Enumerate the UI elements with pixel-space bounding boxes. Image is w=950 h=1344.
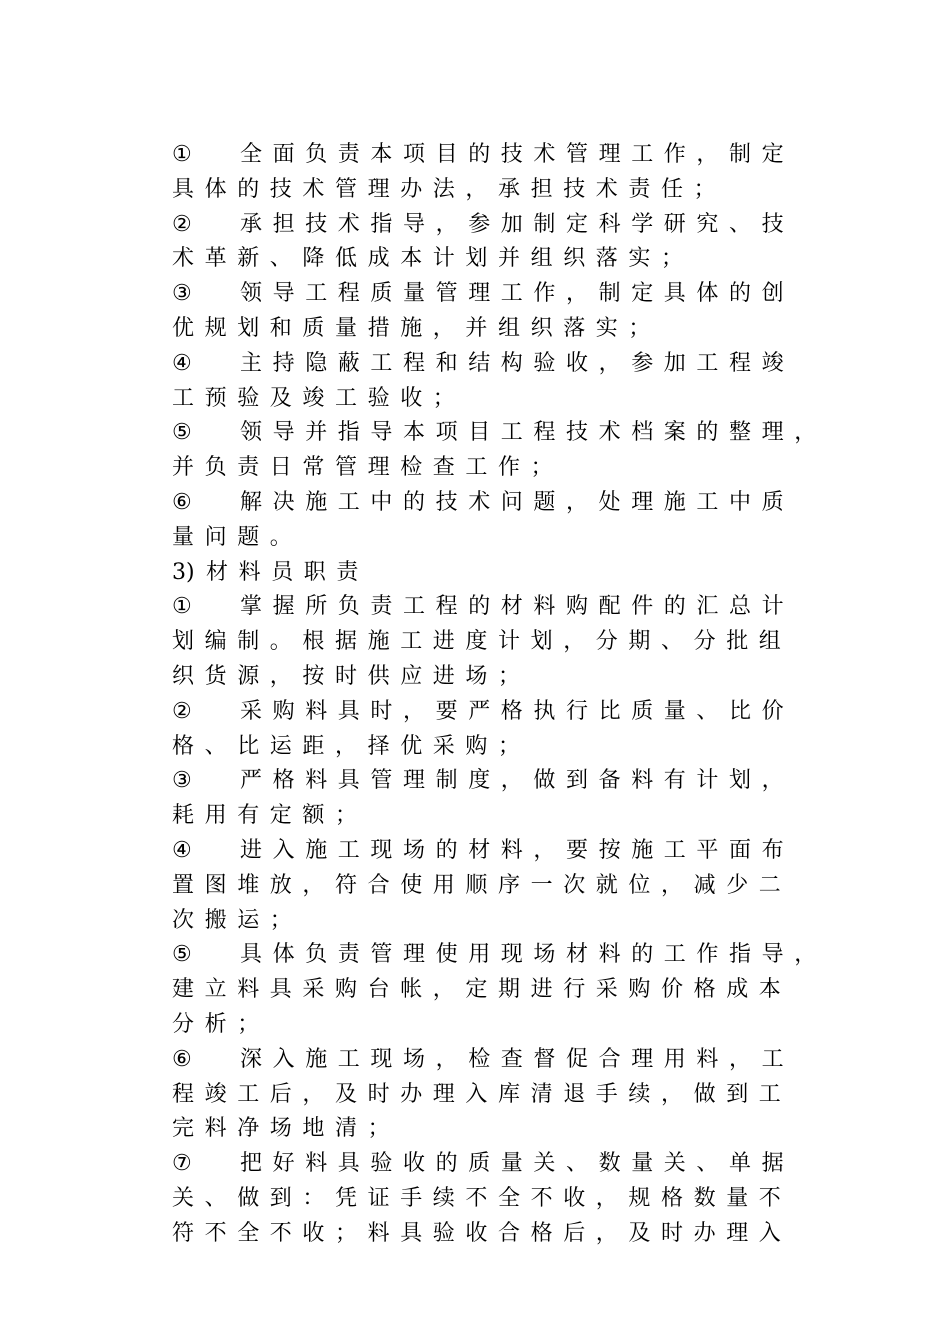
paragraph-text: 置图堆放，符合使用顺序一次就位，减少二 [172, 872, 792, 898]
paragraph-line [172, 1078, 837, 1113]
item-number: ① [172, 142, 192, 167]
document-body [172, 138, 837, 1252]
paragraph-text: 全面负责本项目的技术管理工作，制定 [240, 142, 795, 167]
paragraph-line [172, 1043, 837, 1078]
paragraph-text: 领导工程质量管理工作，制定具体的创 [240, 281, 795, 307]
section-heading-line [172, 556, 837, 591]
paragraph-text: 量问题。 [172, 524, 303, 550]
item-number: ③ [172, 768, 192, 794]
item-number: ① [172, 594, 192, 620]
item-number: ② [172, 211, 192, 237]
paragraph-text: 划编制。根据施工进度计划，分期、分批组 [172, 629, 792, 655]
paragraph-text: 次搬运； [172, 907, 303, 933]
paragraph-text: 工预验及竣工验收； [172, 385, 466, 411]
paragraph-text: 进入施工现场的材料，要按施工平面布 [240, 837, 795, 863]
paragraph-text: 具体负责管理使用现场材料的工作指导， [240, 942, 827, 968]
paragraph-line [172, 660, 837, 695]
section-number: 3) [172, 559, 195, 585]
paragraph-text: 程竣工后，及时办理入库清退手续，做到工 [172, 1081, 792, 1107]
item-number: ④ [172, 350, 192, 376]
paragraph-line [172, 590, 837, 625]
paragraph-text: 耗用有定额； [172, 803, 368, 829]
paragraph-line [172, 869, 837, 904]
paragraph-text: 主持隐蔽工程和结构验收，参加工程竣 [240, 350, 795, 376]
paragraph-text: 术革新、降低成本计划并组织落实； [172, 246, 694, 272]
paragraph-line [172, 521, 837, 556]
item-number: ⑤ [172, 420, 192, 446]
paragraph-line [172, 138, 837, 173]
paragraph-text: 领导并指导本项目工程技术档案的整理， [240, 420, 827, 446]
paragraph-line [172, 347, 837, 382]
paragraph-line [172, 382, 837, 417]
paragraph-line [172, 173, 837, 208]
paragraph-text: 掌握所负责工程的材料购配件的汇总计 [240, 594, 795, 620]
paragraph-line [172, 1182, 837, 1217]
paragraph-line [172, 1008, 837, 1043]
paragraph-line [172, 1112, 837, 1147]
paragraph-line [172, 625, 837, 660]
paragraph-line [172, 973, 837, 1008]
paragraph-text: 承担技术指导，参加制定科学研究、技 [240, 211, 795, 237]
paragraph-line [172, 451, 837, 486]
item-number: ② [172, 698, 192, 724]
paragraph-text: 符不全不收；料具验收合格后，及时办理入 [172, 1220, 792, 1246]
paragraph-text: 把好料具验收的质量关、数量关、单据 [240, 1151, 795, 1177]
paragraph-text: 完料净场地清； [172, 1116, 401, 1142]
paragraph-text: 采购料具时，要严格执行比质量、比价 [240, 698, 795, 724]
paragraph-text: 并负责日常管理检查工作； [172, 455, 564, 481]
paragraph-line [172, 486, 837, 521]
paragraph-line [172, 312, 837, 347]
paragraph-line [172, 904, 837, 939]
paragraph-text: 严格料具管理制度，做到备料有计划， [240, 768, 795, 794]
paragraph-line [172, 764, 837, 799]
paragraph-text: 分析； [172, 1011, 270, 1037]
paragraph-text: 优规划和质量措施，并组织落实； [172, 315, 662, 341]
paragraph-line [172, 834, 837, 869]
section-heading-text: 材料员职责 [206, 559, 370, 585]
paragraph-text: 织货源，按时供应进场； [172, 663, 531, 689]
item-number: ⑥ [172, 489, 192, 515]
paragraph-line [172, 416, 837, 451]
item-number: ④ [172, 837, 192, 863]
paragraph-text: 关、做到：凭证手续不全不收，规格数量不 [172, 1185, 792, 1211]
paragraph-text: 深入施工现场，检查督促合理用料，工 [240, 1046, 795, 1072]
item-number: ⑥ [172, 1046, 192, 1072]
paragraph-line [172, 938, 837, 973]
paragraph-text: 格、比运距，择优采购； [172, 733, 531, 759]
paragraph-line [172, 799, 837, 834]
paragraph-text: 具体的技术管理办法，承担技术责任； [172, 176, 727, 202]
item-number: ⑦ [172, 1151, 192, 1177]
paragraph-line [172, 730, 837, 765]
paragraph-text: 解决施工中的技术问题，处理施工中质 [240, 489, 795, 515]
paragraph-line [172, 277, 837, 312]
paragraph-line [172, 695, 837, 730]
paragraph-text: 建立料具采购台帐，定期进行采购价格成本 [172, 977, 792, 1003]
item-number: ③ [172, 281, 192, 307]
paragraph-line [172, 1217, 837, 1252]
paragraph-line [172, 242, 837, 277]
paragraph-line [172, 208, 837, 243]
paragraph-line [172, 1147, 837, 1182]
item-number: ⑤ [172, 942, 192, 968]
